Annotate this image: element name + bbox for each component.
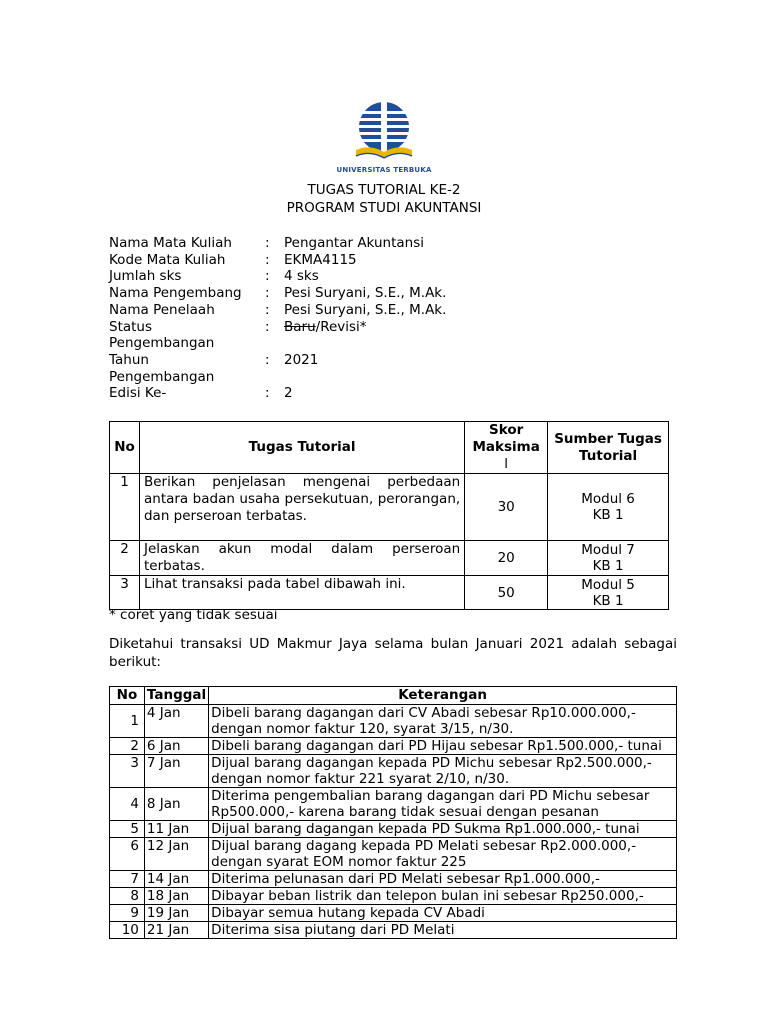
table-row: 3 7 Jan Dijual barang dagangan kepada PD Michu sebesar Rp2.500.000,- dengan nomor faktur 221 syarat 2/10, n/30.	[110, 755, 677, 788]
col-header-description: Keterangan	[209, 687, 677, 705]
logo-text: UNIVERSITAS TERBUKA	[336, 166, 432, 174]
info-row-course-code: Kode Mata Kuliah : EKMA4115	[109, 251, 357, 268]
info-row-sks: Jumlah sks : 4 sks	[109, 268, 319, 285]
transactions-table-header	[110, 687, 677, 705]
strike-note: * coret yang tidak sesuai	[109, 607, 278, 623]
info-row-year: Tahun Pengembangan : 2021	[109, 351, 319, 385]
table-row: 2 Jelaskan akun modal dalam perseroan terbatas. 20 Modul 7 KB 1	[110, 541, 669, 576]
table-row: 3 Lihat transaksi pada tabel dibawah ini. 50 Modul 5 KB 1	[110, 576, 669, 610]
info-row-reviewer: Nama Penelaah : Pesi Suryani, S.E., M.Ak.	[109, 301, 447, 318]
table-row: 5 11 Jan Dijual barang dagangan kepada PD Sukma Rp1.000.000,- tunai	[110, 821, 677, 838]
table-row: 9 19 Jan Dibayar semua hutang kepada CV Abadi	[110, 905, 677, 922]
col-header-task: Tugas Tutorial	[139, 422, 464, 474]
document-title: TUGAS TUTORIAL KE-2	[307, 182, 461, 198]
info-row-course-name: Nama Mata Kuliah : Pengantar Akuntansi	[109, 235, 424, 251]
tasks-table-header	[110, 422, 669, 474]
ut-emblem-icon	[348, 100, 420, 166]
table-row: 1 4 Jan Dibeli barang dagangan dari CV Abadi sebesar Rp10.000.000,- dengan nomor faktur 120, syarat 3/15, n/30.	[110, 705, 677, 738]
table-row: 1 Berikan penjelasan mengenai perbedaan antara badan usaha persekutuan, perorangan, dan perseroan terbatas. 30 Modul 6 KB 1	[110, 474, 669, 541]
transactions-table	[109, 686, 677, 939]
intro-paragraph: Diketahui transaksi UD Makmur Jaya selama bulan Januari 2021 adalah sebagai berikut:	[109, 636, 677, 670]
col-header-source: Sumber Tugas Tutorial	[548, 422, 669, 474]
col-header-date: Tanggal	[144, 687, 208, 705]
table-row: 2 6 Jan Dibeli barang dagangan dari PD Hijau sebesar Rp1.500.000,- tunai	[110, 738, 677, 755]
col-header-no: No	[110, 422, 140, 474]
document-header	[0, 181, 768, 217]
col-header-score: Skor Maksima l	[465, 422, 548, 474]
info-row-edition: Edisi Ke- : 2	[109, 385, 293, 402]
table-row: 7 14 Jan Diterima pelunasan dari PD Melati sebesar Rp1.000.000,-	[110, 871, 677, 888]
table-row: 4 8 Jan Diterima pengembalian barang dagangan dari PD Michu sebesar Rp500.000,- karena barang tidak sesuai dengan pesanan	[110, 788, 677, 821]
tasks-table	[109, 421, 669, 610]
col-header-no: No	[110, 687, 145, 705]
status-struck: Baru	[284, 318, 316, 335]
info-row-developer: Nama Pengembang : Pesi Suryani, S.E., M.Ak.	[109, 285, 447, 302]
table-row: 8 18 Jan Dibayar beban listrik dan telepon bulan ini sebesar Rp250.000,-	[110, 888, 677, 905]
table-row: 10 21 Jan Diterima sisa piutang dari PD Melati	[110, 922, 677, 939]
university-logo	[0, 100, 768, 174]
info-row-status: Status Pengembangan : Baru/Revisi*	[109, 318, 367, 352]
course-info	[109, 235, 669, 402]
table-row: 6 12 Jan Dijual barang dagang kepada PD Melati sebesar Rp2.000.000,- dengan syarat EOM nomor faktur 225	[110, 838, 677, 871]
document-subtitle: PROGRAM STUDI AKUNTANSI	[286, 200, 482, 216]
